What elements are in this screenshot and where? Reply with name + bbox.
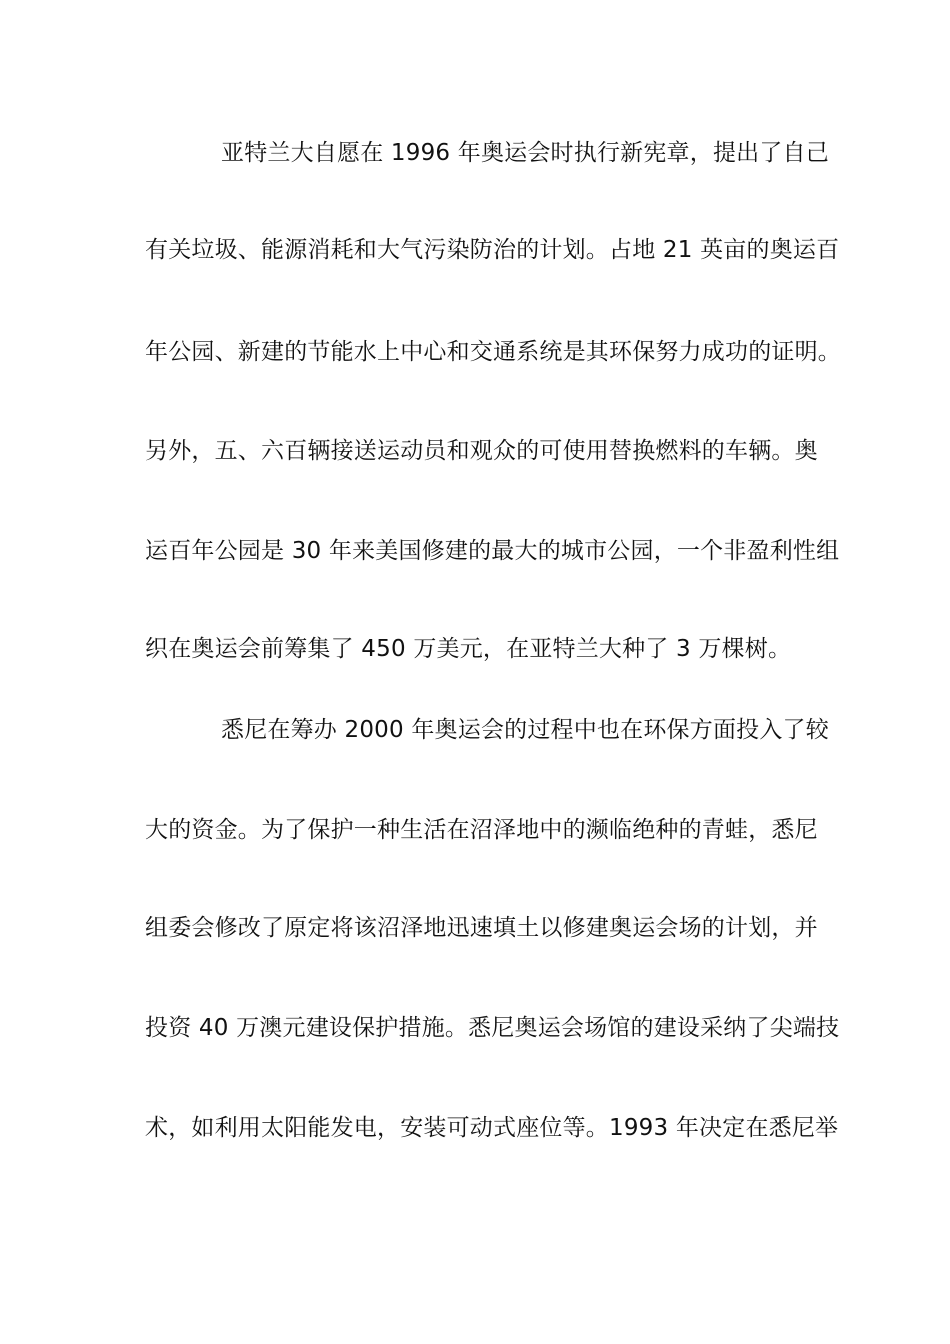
paragraph-1-line-5: 运百年公园是 30 年来美国修建的最大的城市公园，一个非盈利性组 <box>145 538 840 564</box>
paragraph-1-line-3: 年公园、新建的节能水上中心和交通系统是其环保努力成功的证明。 <box>145 339 841 365</box>
paragraph-2-line-1: 悉尼在筹办 2000 年奥运会的过程中也在环保方面投入了较 <box>221 717 829 743</box>
paragraph-2-line-2: 大的资金。为了保护一种生活在沼泽地中的濒临绝种的青蛙，悉尼 <box>145 817 818 843</box>
paragraph-1-line-2: 有关垃圾、能源消耗和大气污染防治的计划。占地 21 英亩的奥运百 <box>145 237 840 263</box>
paragraph-1-line-6: 织在奥运会前筹集了 450 万美元，在亚特兰大种了 3 万棵树。 <box>145 636 792 662</box>
paragraph-1-line-4: 另外，五、六百辆接送运动员和观众的可使用替换燃料的车辆。奥 <box>145 438 818 464</box>
paragraph-1-line-1: 亚特兰大自愿在 1996 年奥运会时执行新宪章，提出了自己 <box>221 140 829 166</box>
paragraph-2-line-3: 组委会修改了原定将该沼泽地迅速填土以修建奥运会场的计划，并 <box>145 915 818 941</box>
paragraph-2-line-4: 投资 40 万澳元建设保护措施。悉尼奥运会场馆的建设采纳了尖端技 <box>145 1015 840 1041</box>
paragraph-2-line-5: 术，如利用太阳能发电，安装可动式座位等。1993 年决定在悉尼举 <box>145 1115 839 1141</box>
